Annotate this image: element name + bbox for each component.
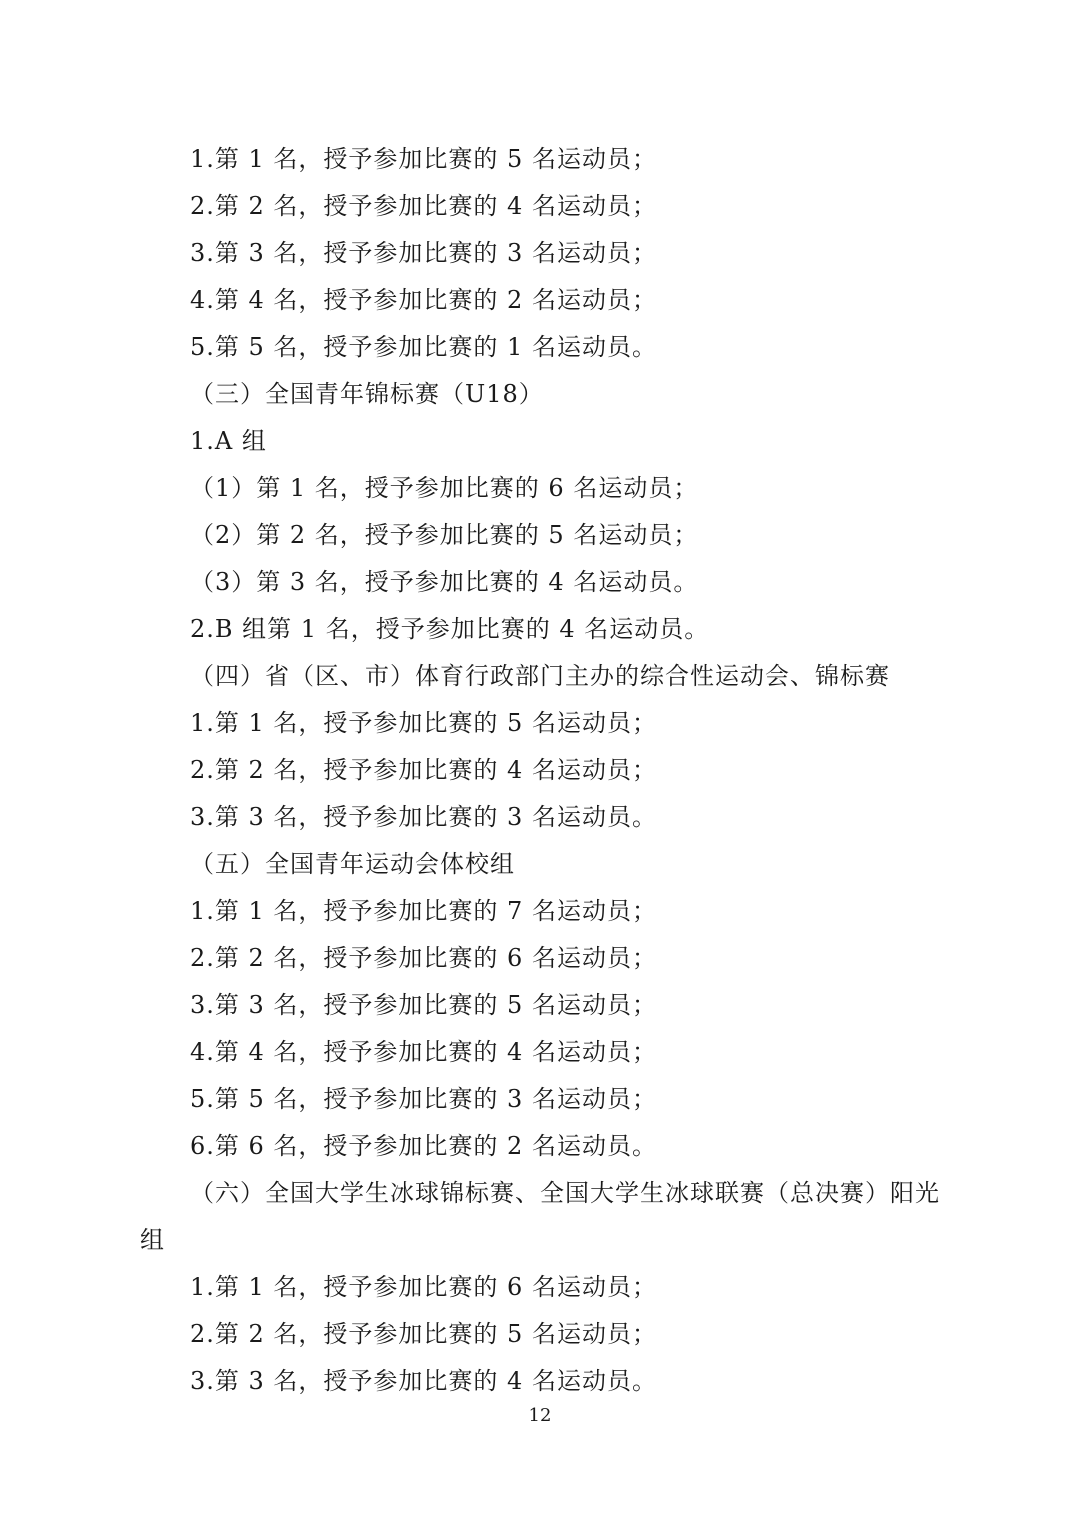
- list-item: 5.第 5 名，授予参加比赛的 1 名运动员。: [190, 333, 657, 361]
- list-item: 1.第 1 名，授予参加比赛的 7 名运动员；: [190, 897, 657, 925]
- subsection-heading: 1.A 组: [190, 427, 267, 455]
- list-item: 2.第 2 名，授予参加比赛的 5 名运动员；: [190, 1320, 657, 1348]
- list-item: 1.第 1 名，授予参加比赛的 6 名运动员；: [190, 1273, 657, 1301]
- list-item: （1）第 1 名，授予参加比赛的 6 名运动员；: [190, 474, 699, 502]
- list-item: 5.第 5 名，授予参加比赛的 3 名运动员；: [190, 1085, 657, 1113]
- section-heading: （五）全国青年运动会体校组: [190, 850, 515, 878]
- list-item: 3.第 3 名，授予参加比赛的 3 名运动员。: [190, 803, 657, 831]
- section-heading: （四）省（区、市）体育行政部门主办的综合性运动会、锦标赛: [190, 662, 890, 690]
- list-item: 3.第 3 名，授予参加比赛的 4 名运动员。: [190, 1367, 657, 1395]
- section-heading: （六）全国大学生冰球锦标赛、全国大学生冰球联赛（总决赛）阳光组: [140, 1179, 940, 1254]
- list-item: （2）第 2 名，授予参加比赛的 5 名运动员；: [190, 521, 699, 549]
- list-item: 1.第 1 名，授予参加比赛的 5 名运动员；: [190, 709, 657, 737]
- list-item: （3）第 3 名，授予参加比赛的 4 名运动员。: [190, 568, 699, 596]
- body-text: [140, 136, 940, 1405]
- list-item: 1.第 1 名，授予参加比赛的 5 名运动员；: [190, 145, 657, 173]
- list-item: 2.第 2 名，授予参加比赛的 6 名运动员；: [190, 944, 657, 972]
- list-item: 4.第 4 名，授予参加比赛的 4 名运动员；: [190, 1038, 657, 1066]
- list-item: 3.第 3 名，授予参加比赛的 5 名运动员；: [190, 991, 657, 1019]
- section-heading: （三）全国青年锦标赛（U18）: [190, 380, 544, 408]
- list-item: 2.B 组第 1 名，授予参加比赛的 4 名运动员。: [190, 615, 710, 643]
- list-item: 6.第 6 名，授予参加比赛的 2 名运动员。: [190, 1132, 657, 1160]
- page-number: 12: [528, 1405, 552, 1426]
- list-item: 3.第 3 名，授予参加比赛的 3 名运动员；: [190, 239, 657, 267]
- list-item: 2.第 2 名，授予参加比赛的 4 名运动员；: [190, 192, 657, 220]
- list-item: 4.第 4 名，授予参加比赛的 2 名运动员；: [190, 286, 657, 314]
- list-item: 2.第 2 名，授予参加比赛的 4 名运动员；: [190, 756, 657, 784]
